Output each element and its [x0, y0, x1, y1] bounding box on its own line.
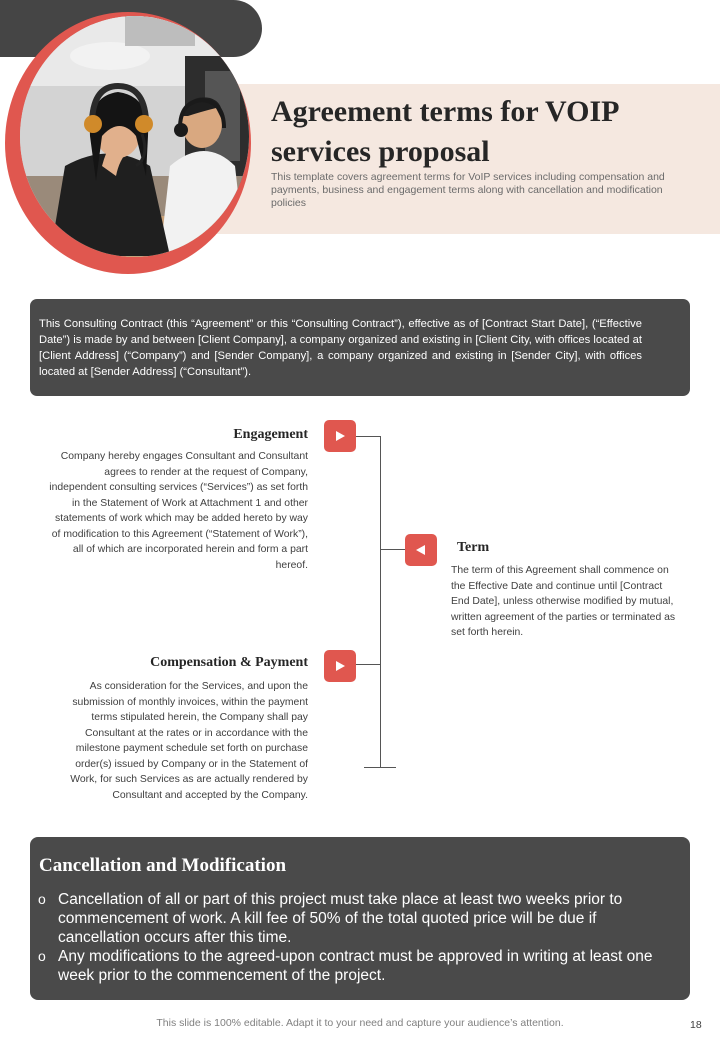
bullet-icon: o	[38, 948, 46, 964]
call-center-illustration	[20, 16, 249, 257]
page-title: Agreement terms for VOIP services proposal	[271, 95, 618, 168]
compensation-arrow-button[interactable]	[324, 650, 356, 682]
play-right-icon	[334, 430, 346, 442]
cancellation-title: Cancellation and Modification	[39, 855, 287, 876]
play-left-icon	[415, 544, 427, 556]
term-heading: Term	[457, 540, 490, 555]
engagement-heading: Engagement	[233, 427, 308, 442]
timeline-end-cap	[364, 767, 396, 768]
engagement-text: Company hereby engages Consultant and Consultant agrees to render at the request of Company, independent consulting services (“Services”) as set forth in the Statement of Work at Attachment 1 and other statements of work which may be added hereto by way of modification to this Agreement (“Statement of Work”), all of which are incorporated herein and form a part hereof.	[49, 451, 308, 571]
cancellation-list	[38, 890, 658, 985]
page-subtitle: This template covers agreement terms for VoIP services including compensation and payments, business and engagement terms along with cancellation and modification policies	[271, 171, 665, 209]
compensation-heading: Compensation & Payment	[150, 655, 308, 670]
list-item	[38, 947, 658, 985]
page-number: 18	[690, 1019, 702, 1031]
compensation-text: As consideration for the Services, and upon the submission of monthly invoices, within the payment terms stipulated herein, the Company shall pay Consultant at the rates or in accordance with the milestone payment schedule set forth on purchase order(s) issued by Company or in the Statement of Work, for such Services as are actually rendered by Consultant and accepted by the Company.	[70, 681, 308, 801]
term-arrow-button[interactable]	[405, 534, 437, 566]
timeline-connector-bottom	[356, 664, 381, 665]
bullet-icon: o	[38, 891, 46, 907]
cancellation-item-text: Cancellation of all or part of this project must take place at least two weeks prior to commencement of work. A kill fee of 50% of the total quoted price will be due if cancellation occurs after this time.	[58, 891, 623, 946]
timeline-connector-top	[356, 436, 381, 437]
play-right-icon	[334, 660, 346, 672]
call-center-photo	[20, 16, 249, 257]
timeline-vertical-line	[380, 436, 381, 767]
term-text: The term of this Agreement shall commence on the Effective Date and continue until [Contract End Date], unless otherwise modified by mutual, written agreement of the parties or terminated as set forth herein.	[451, 565, 676, 638]
intro-text: This Consulting Contract (this “Agreement” or this “Consulting Contract”), effective as of [Contract Start Date], (“Effective Date”) is made by and between [Client Company], a company organized and existing in [Client City, with offices located at [Client Address] (“Company”) and [Sender Company], a company organized and existing in [Sender City], with offices located at [Sender Address] (“Consultant”).	[39, 318, 642, 378]
cancellation-item-text: Any modifications to the agreed-upon contract must be approved in writing at least one week prior to the commencement of the project.	[58, 948, 653, 984]
engagement-arrow-button[interactable]	[324, 420, 356, 452]
list-item	[38, 890, 658, 947]
footer-note: This slide is 100% editable. Adapt it to your need and capture your audience’s attention.	[156, 1017, 564, 1029]
timeline-connector-middle	[380, 549, 405, 550]
